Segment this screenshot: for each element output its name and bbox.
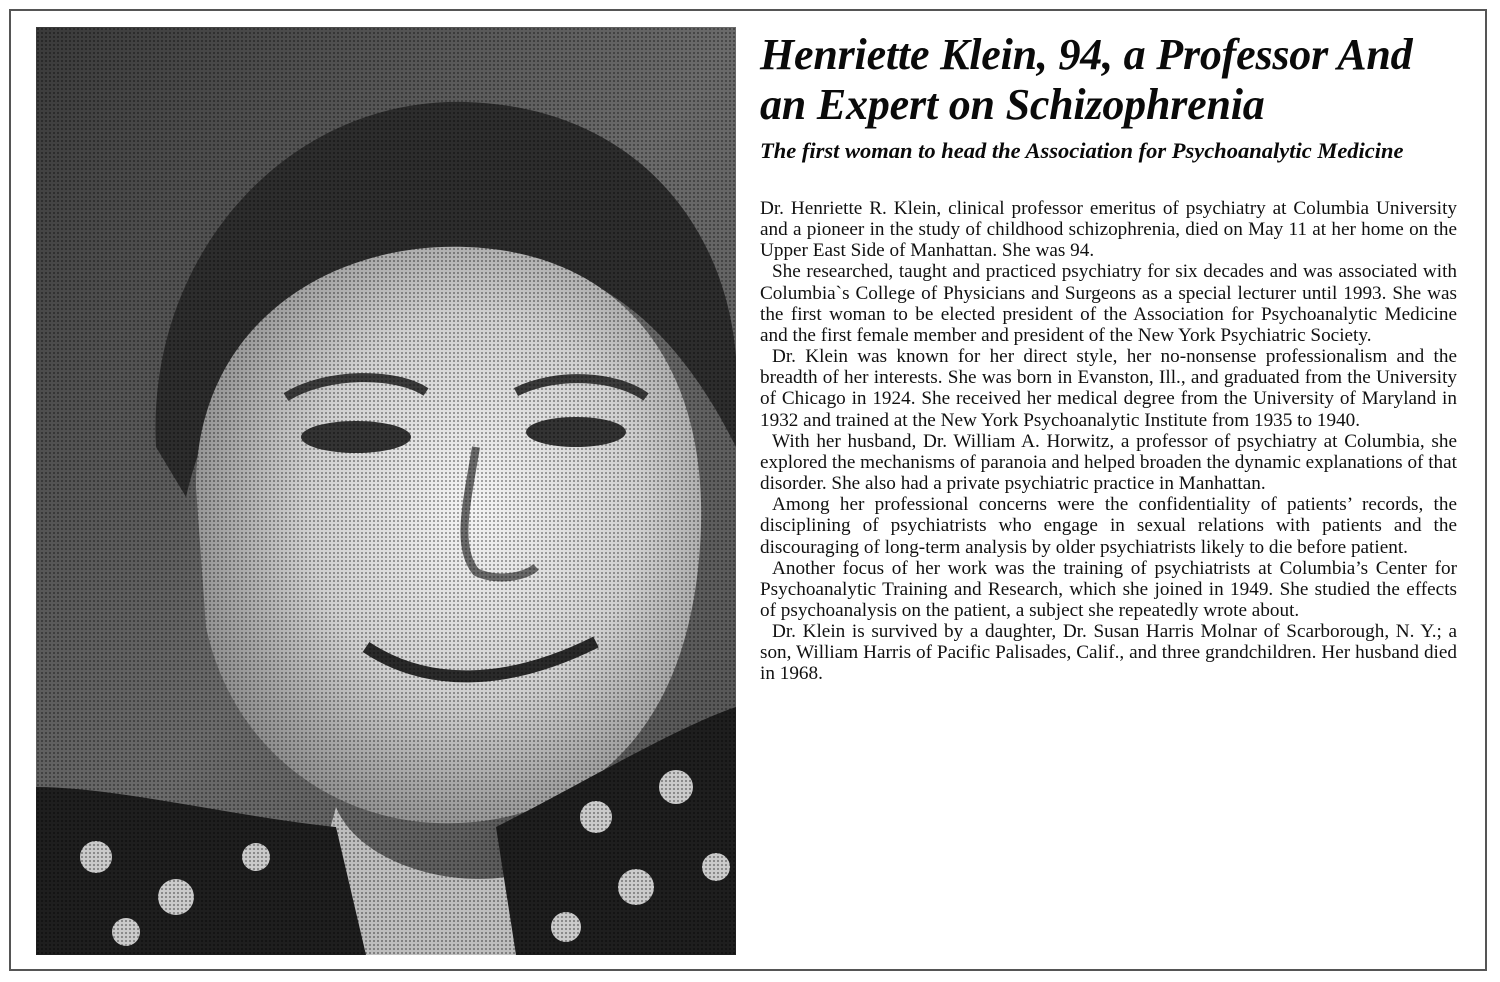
article-headline: Henriette Klein, 94, a Professor And an Expert on Schizophrenia — [760, 30, 1413, 129]
article-paragraph: She researched, taught and practiced psychiatry for six decades and was associated with Columbia`s College of Physicians and Surgeons as a special lecturer until 1993. She was the first woman to be elected president of the Association for Psychoanalytic Medicine and the first female member and president of the New York Psychiatric Society. — [760, 261, 1457, 346]
article-paragraph: Dr. Klein was known for her direct style, her no-nonsense professionalism and the breadth of her interests. She was born in Evanston, Ill., and graduated from the University of Chicago in 1924. She received her medical degree from the University of Maryland in 1932 and trained at the New York Psychoanalytic Institute from 1935 to 1940. — [760, 346, 1457, 431]
article-paragraph: Among her professional concerns were the confidentiality of patients’ records, the disciplining of psychiatrists who engage in sexual relations with patients and the discouraging of long-term analysis by older psychiatrists likely to die before patient. — [760, 494, 1457, 558]
article-subhead: The first woman to head the Association for Psychoanalytic Medicine — [760, 138, 1404, 163]
portrait-photo — [36, 27, 736, 955]
article-paragraph: Another focus of her work was the training of psychiatrists at Columbia’s Center for Psychoanalytic Training and Research, which she joined in 1949. She studied the effects of psychoanalysis on the patient, a subject she repeatedly wrote about. — [760, 557, 1457, 621]
article — [760, 30, 1457, 685]
portrait-image — [36, 27, 736, 955]
article-paragraph: Dr. Klein is survived by a daughter, Dr. Susan Harris Molnar of Scarborough, N. Y.; a son, William Harris of Pacific Palisades, Calif., and three grandchildren. Her husband died in 1968. — [760, 621, 1457, 685]
article-paragraph: Dr. Henriette R. Klein, clinical professor emeritus of psychiatry at Columbia University and a pioneer in the study of childhood schizophrenia, died on May 11 at her home on the Upper East Side of Manhattan. She was 94. — [760, 198, 1457, 262]
article-paragraph: With her husband, Dr. William A. Horwitz, a professor of psychiatry at Columbia, she explored the mechanisms of paranoia and helped broaden the dynamic explanations of that disorder. She also had a private psychiatric practice in Manhattan. — [760, 430, 1457, 495]
article-body — [760, 198, 1457, 685]
